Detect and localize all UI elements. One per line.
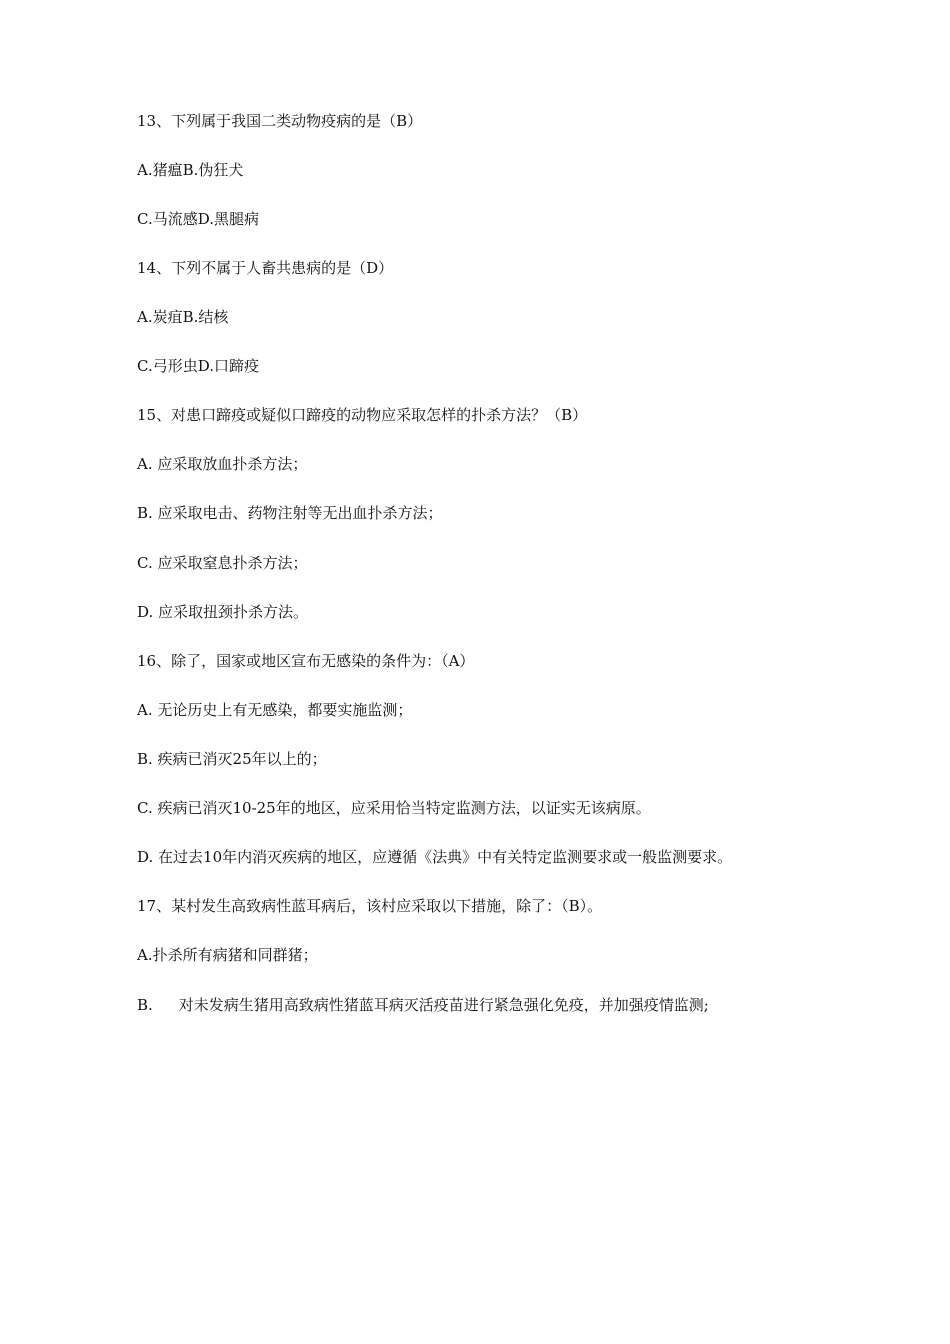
option-label: B. <box>137 996 153 1014</box>
question-15-option-c: C. 应采取窒息扑杀方法； <box>137 554 308 572</box>
question-15-option-a: A. 应采取放血扑杀方法； <box>137 455 308 473</box>
question-15: 15、对患口蹄疫或疑似口蹄疫的动物应采取怎样的扑杀方法？（B） <box>137 406 588 424</box>
question-16-option-c: C. 疾病已消灭10-25年的地区，应采用恰当特定监测方法，以证实无该病原。 <box>137 799 651 817</box>
question-16-option-d: D. 在过去10年内消灭疾病的地区，应遵循《法典》中有关特定监测要求或一般监测要求。 <box>137 848 733 866</box>
question-13: 13、下列属于我国二类动物疫病的是（B） <box>137 112 423 130</box>
question-13-options-cd: C.马流感D.黑腿病 <box>137 210 259 228</box>
question-14-options-ab: A.炭疽B.结核 <box>137 308 229 326</box>
question-15-option-d: D. 应采取扭颈扑杀方法。 <box>137 603 309 621</box>
question-15-option-b: B. 应采取电击、药物注射等无出血扑杀方法； <box>137 504 443 522</box>
question-16: 16、除了，国家或地区宣布无感染的条件为：（A） <box>137 652 475 670</box>
question-16-option-b: B. 疾病已消灭25年以上的； <box>137 750 327 768</box>
question-17-option-a: A.扑杀所有病猪和同群猪； <box>137 946 318 964</box>
option-text: 对未发病生猪用高致病性猪蓝耳病灭活疫苗进行紧急强化免疫，并加强疫情监测; <box>178 996 709 1014</box>
question-17: 17、某村发生高致病性蓝耳病后，该村应采取以下措施，除了：（B）。 <box>137 897 603 915</box>
question-16-option-a: A. 无论历史上有无感染，都要实施监测； <box>137 701 413 719</box>
question-13-options-ab: A.猪瘟B.伪狂犬 <box>137 161 244 179</box>
question-14-options-cd: C.弓形虫D.口蹄疫 <box>137 357 259 375</box>
question-17-option-b <box>137 995 709 1015</box>
question-14: 14、下列不属于人畜共患病的是（D） <box>137 259 394 277</box>
